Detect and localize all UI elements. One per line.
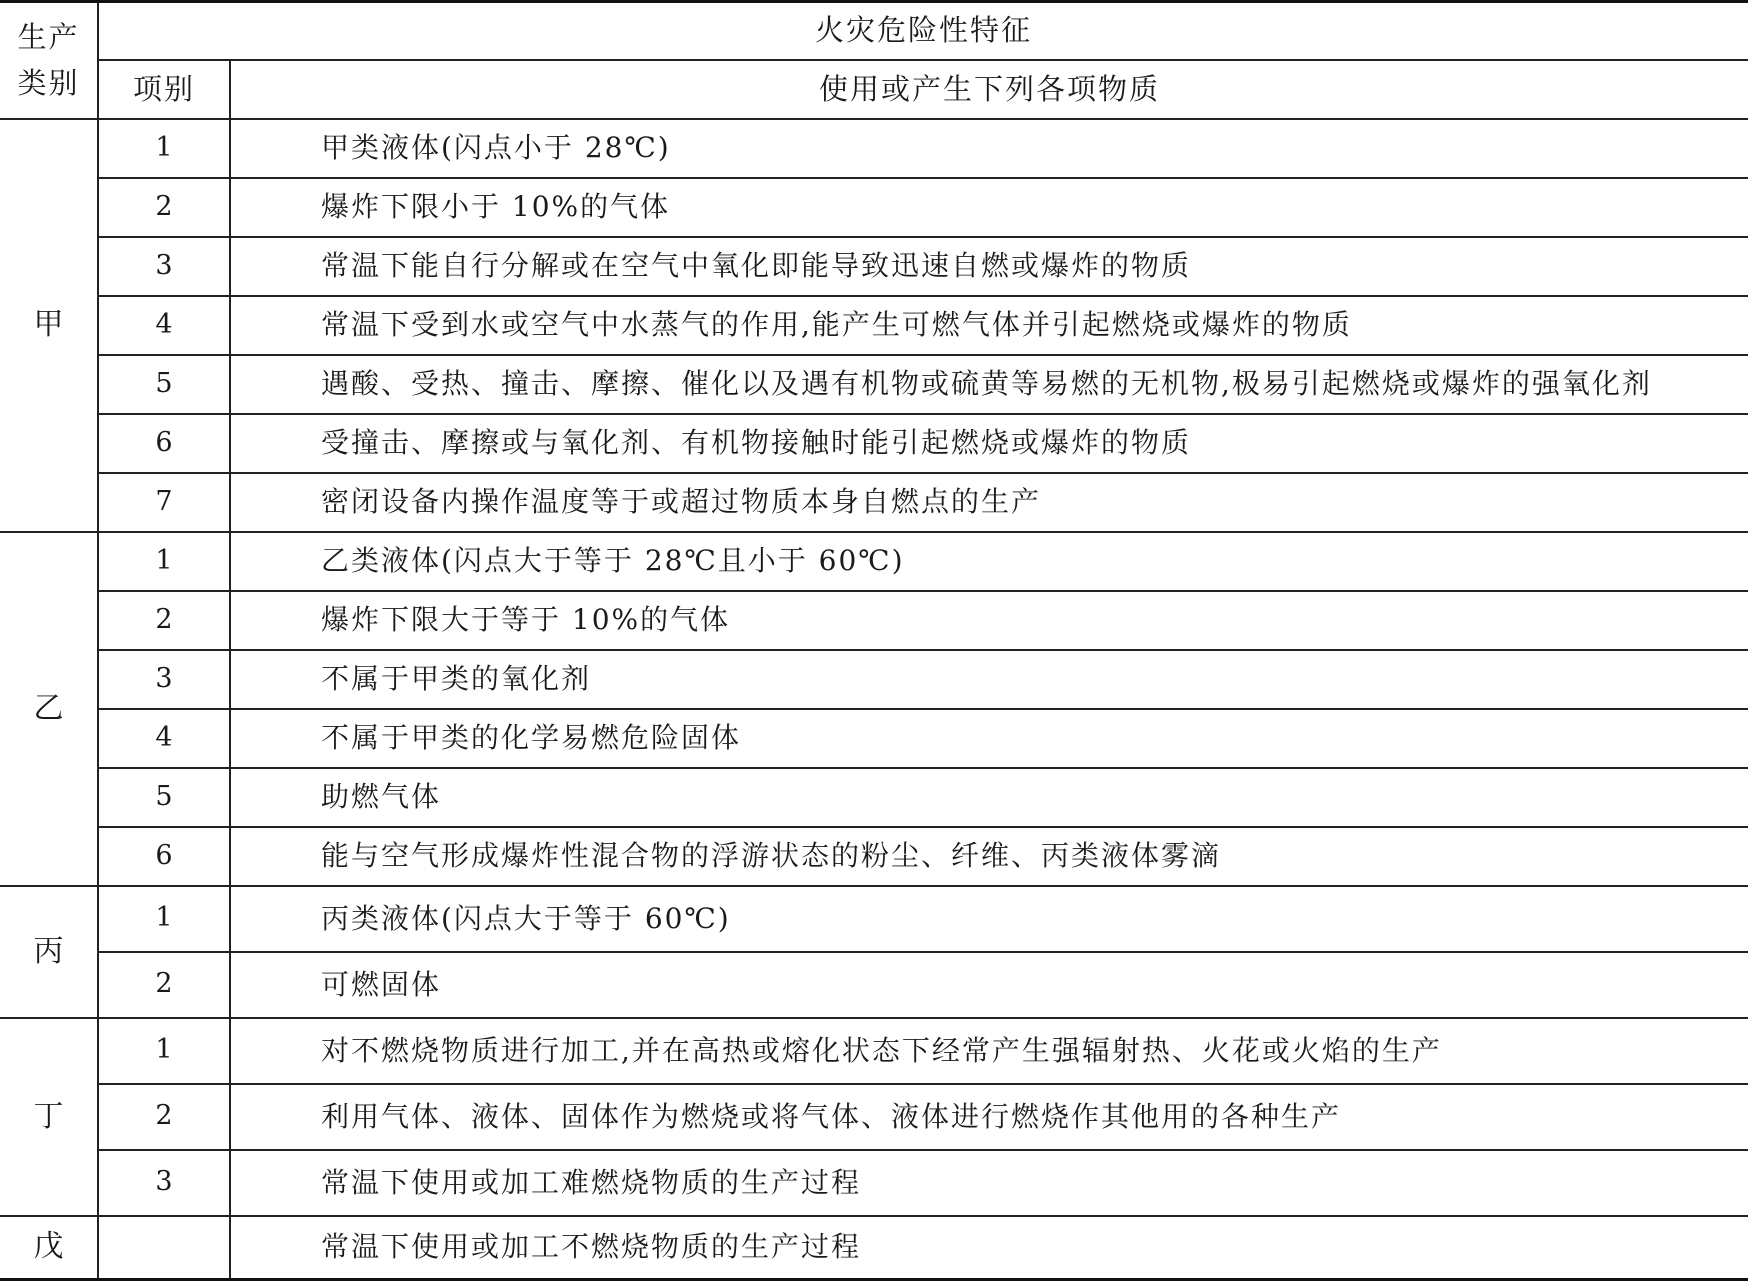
item-number-cell: 1 (98, 886, 230, 952)
item-number-cell: 2 (98, 1084, 230, 1150)
table-row (0, 473, 1748, 532)
substance-description-cell: 常温下使用或加工不燃烧物质的生产过程 (230, 1216, 1748, 1280)
item-number-cell: 2 (98, 952, 230, 1018)
substance-description-cell: 受撞击、摩擦或与氧化剂、有机物接触时能引起燃烧或爆炸的物质 (230, 414, 1748, 473)
table-row (0, 1084, 1748, 1150)
substance-description-cell: 丙类液体(闪点大于等于 60℃) (230, 886, 1748, 952)
table-row (0, 532, 1748, 591)
item-number-cell: 1 (98, 119, 230, 178)
item-number-cell: 4 (98, 709, 230, 768)
item-number-cell: 2 (98, 591, 230, 650)
item-number-cell: 4 (98, 296, 230, 355)
table-row (0, 1150, 1748, 1216)
substance-description-cell: 能与空气形成爆炸性混合物的浮游状态的粉尘、纤维、丙类液体雾滴 (230, 827, 1748, 886)
item-number-cell: 3 (98, 650, 230, 709)
table-row (0, 296, 1748, 355)
item-number-cell: 5 (98, 355, 230, 414)
substance-header: 使用或产生下列各项物质 (230, 60, 1748, 119)
substance-description-cell: 常温下使用或加工难燃烧物质的生产过程 (230, 1150, 1748, 1216)
category-cell: 乙 (0, 532, 98, 886)
substance-description-cell: 爆炸下限大于等于 10%的气体 (230, 591, 1748, 650)
table-row (0, 827, 1748, 886)
item-number-cell: 6 (98, 827, 230, 886)
item-number-cell: 5 (98, 768, 230, 827)
table-row (0, 119, 1748, 178)
substance-description-cell: 遇酸、受热、撞击、摩擦、催化以及遇有机物或硫黄等易燃的无机物,极易引起燃烧或爆炸的强氧化剂 (230, 355, 1748, 414)
substance-description-cell: 利用气体、液体、固体作为燃烧或将气体、液体进行燃烧作其他用的各种生产 (230, 1084, 1748, 1150)
fire-hazard-header: 火灾危险性特征 (98, 2, 1748, 60)
substance-description-cell: 不属于甲类的氧化剂 (230, 650, 1748, 709)
table-row (0, 1216, 1748, 1280)
header-row-1 (0, 2, 1748, 60)
substance-description-cell: 不属于甲类的化学易燃危险固体 (230, 709, 1748, 768)
item-number-cell: 6 (98, 414, 230, 473)
substance-description-cell: 密闭设备内操作温度等于或超过物质本身自燃点的生产 (230, 473, 1748, 532)
substance-description-cell: 爆炸下限小于 10%的气体 (230, 178, 1748, 237)
substance-description-cell: 对不燃烧物质进行加工,并在高热或熔化状态下经常产生强辐射热、火花或火焰的生产 (230, 1018, 1748, 1084)
table-row (0, 1018, 1748, 1084)
substance-description-cell: 可燃固体 (230, 952, 1748, 1018)
substance-description-cell: 常温下能自行分解或在空气中氧化即能导致迅速自燃或爆炸的物质 (230, 237, 1748, 296)
table-row (0, 591, 1748, 650)
item-number-cell: 1 (98, 1018, 230, 1084)
category-header-cell (0, 2, 98, 119)
category-cell: 戊 (0, 1216, 98, 1280)
category-header-label: 生产类别 (17, 19, 80, 101)
table-row (0, 952, 1748, 1018)
table-row (0, 650, 1748, 709)
header-row-2 (0, 60, 1748, 119)
table-row (0, 709, 1748, 768)
table-row (0, 237, 1748, 296)
category-cell: 丙 (0, 886, 98, 1018)
substance-description-cell: 乙类液体(闪点大于等于 28℃且小于 60℃) (230, 532, 1748, 591)
table-row (0, 768, 1748, 827)
substance-description-cell: 助燃气体 (230, 768, 1748, 827)
category-cell: 丁 (0, 1018, 98, 1216)
table-row (0, 886, 1748, 952)
table-row (0, 355, 1748, 414)
item-number-cell: 1 (98, 532, 230, 591)
item-number-cell: 2 (98, 178, 230, 237)
item-number-cell: 3 (98, 237, 230, 296)
substance-description-cell: 甲类液体(闪点小于 28℃) (230, 119, 1748, 178)
item-number-cell: 7 (98, 473, 230, 532)
item-header: 项别 (98, 60, 230, 119)
table-body (0, 2, 1748, 1280)
item-number-cell: 3 (98, 1150, 230, 1216)
table-row (0, 414, 1748, 473)
table-row (0, 178, 1748, 237)
category-cell: 甲 (0, 119, 98, 532)
item-number-cell (98, 1216, 230, 1280)
substance-description-cell: 常温下受到水或空气中水蒸气的作用,能产生可燃气体并引起燃烧或爆炸的物质 (230, 296, 1748, 355)
